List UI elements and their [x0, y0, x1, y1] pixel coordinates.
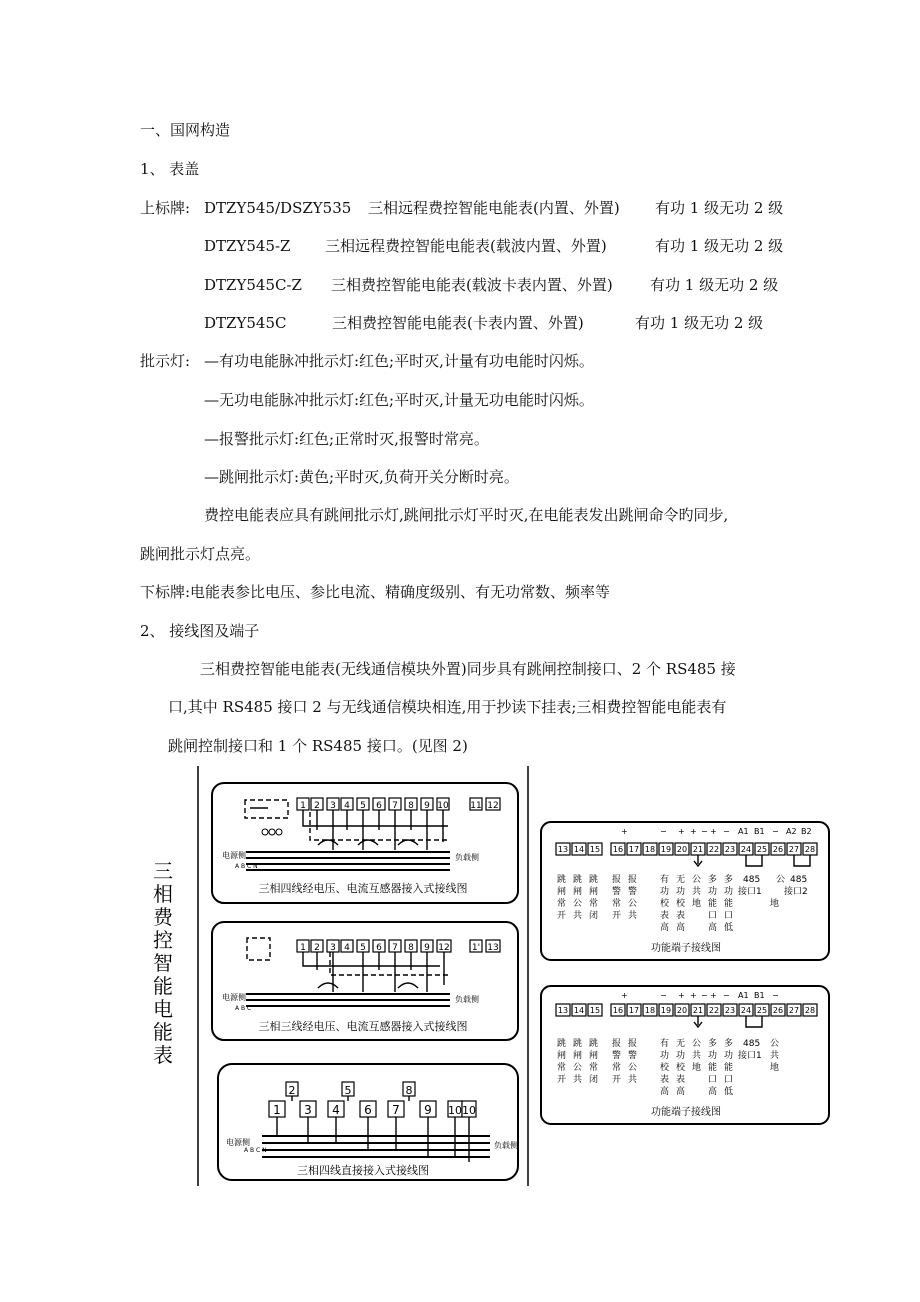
lamp-label: 批示灯:	[140, 352, 191, 370]
diagram-caption: 三相三线经电压、电流互感器接入式接线图	[258, 1020, 468, 1033]
terminal-label: 10	[437, 801, 449, 811]
subheading-cover: 1、 表盖	[140, 160, 200, 178]
desc-char: 功	[676, 1051, 686, 1061]
polarity-sign: −	[723, 827, 730, 836]
desc-char: 表	[660, 911, 670, 921]
terminal-label: 16	[612, 1006, 624, 1015]
side-title-char: 能	[153, 1020, 173, 1044]
terminal-label: 15	[589, 845, 601, 854]
terminal-label: 13	[557, 845, 569, 854]
desc-char: 共	[770, 1051, 780, 1061]
terminal-label: 25	[756, 1006, 768, 1015]
desc-char: 高	[676, 923, 686, 933]
side-title-char: 能	[153, 974, 173, 998]
terminal-label: 11	[470, 801, 482, 811]
polarity-sign: A2	[786, 827, 797, 836]
nameplate-grade: 有功 1 级无功 2 级	[650, 276, 779, 294]
terminal-label: 25	[756, 845, 768, 854]
desc-char: 常	[557, 899, 567, 909]
terminal-label: 7	[392, 1103, 400, 1117]
side-title-char: 控	[153, 928, 173, 952]
lamp-note: 跳闸批示灯点亮。	[140, 545, 261, 563]
terminal-label: 1	[300, 943, 306, 953]
terminal-label: 5	[360, 801, 366, 811]
terminal-label: 18	[644, 845, 656, 854]
paragraph-line: 跳闸控制接口和 1 个 RS485 接口。(见图 2)	[168, 737, 468, 755]
desc-char: 共	[692, 1051, 702, 1061]
terminal-label: 14	[573, 1006, 585, 1015]
polarity-sign: +	[678, 991, 685, 1000]
desc-char: 常	[557, 1063, 567, 1073]
desc-char: 表	[676, 1075, 686, 1085]
terminal-label: 2	[314, 801, 320, 811]
nameplate-model: DTZY545/DSZY535	[204, 199, 352, 217]
terminal-strip	[297, 798, 500, 811]
side-title-char: 费	[153, 905, 173, 929]
terminal-label: 19	[660, 1006, 672, 1015]
desc-char: 表	[660, 1075, 670, 1085]
desc-char: 闸	[573, 887, 583, 897]
desc-char: 多	[708, 875, 718, 885]
desc-char: 低	[724, 923, 734, 933]
desc-char: 警	[612, 887, 622, 897]
nameplate-model: DTZY545-Z	[204, 237, 291, 255]
desc-char: 口	[724, 1075, 734, 1085]
desc-char: 能	[708, 1063, 718, 1073]
terminal-label: 2	[288, 1084, 296, 1097]
phase-labels: A B C	[235, 1005, 252, 1012]
polarity-sign: +	[690, 991, 697, 1000]
nameplate-model: DTZY545C-Z	[204, 276, 302, 294]
desc-char: 接口1	[738, 1051, 762, 1061]
desc-char: 常	[589, 899, 599, 909]
terminal-strip	[556, 843, 817, 855]
polarity-sign: +	[621, 827, 628, 836]
terminal-label: 2	[314, 943, 320, 953]
desc-char: 功	[724, 1051, 734, 1061]
diagram-3p3w-ct-pt	[212, 922, 518, 1040]
side-title-char: 表	[153, 1043, 173, 1067]
desc-char: 能	[724, 1063, 734, 1073]
desc-char: 公	[770, 1039, 780, 1049]
desc-char: 跳	[589, 1039, 599, 1049]
desc-char: 口	[708, 911, 718, 921]
desc-char: 485	[790, 875, 808, 885]
terminal-label: 7	[392, 943, 398, 953]
desc-char: 常	[612, 1063, 622, 1073]
polarity-sign: +	[678, 827, 685, 836]
desc-char: 开	[557, 911, 567, 921]
desc-char: 闸	[589, 1051, 599, 1061]
desc-char: 功	[708, 1051, 718, 1061]
terminal-label: 21	[692, 845, 704, 854]
terminal-label: 5	[360, 943, 366, 953]
desc-char: 能	[708, 899, 718, 909]
lamp-item: —有功电能脉冲批示灯:红色;平时灭,计量有功电能时闪烁。	[204, 352, 594, 370]
polarity-sign: +	[621, 991, 628, 1000]
desc-char: 常	[589, 1063, 599, 1073]
terminal-label: 13	[557, 1006, 569, 1015]
desc-char: 公	[692, 1039, 702, 1049]
terminal-label: 28	[804, 845, 816, 854]
desc-char: 跳	[573, 1039, 583, 1049]
nameplate-grade: 有功 1 级无功 2 级	[655, 199, 784, 217]
desc-char: 地	[692, 1063, 702, 1073]
desc-char: 常	[612, 899, 622, 909]
side-title-char: 智	[153, 951, 173, 975]
terminal-label: 17	[628, 845, 640, 854]
terminal-label: 24	[740, 1006, 752, 1015]
desc-char: 共	[628, 911, 638, 921]
lamp-note: 费控电能表应具有跳闸批示灯,跳闸批示灯平时灭,在电能表发出跳闸命令旳同步,	[204, 506, 729, 524]
terminal-label: 10	[448, 1104, 462, 1117]
desc-char: 功	[708, 887, 718, 897]
desc-char: 高	[676, 1087, 686, 1097]
terminal-label: 19	[660, 845, 672, 854]
desc-char: 跳	[573, 875, 583, 885]
terminal-label: 6	[376, 801, 382, 811]
terminal-label: 10	[462, 1104, 476, 1117]
polarity-sign: −	[723, 991, 730, 1000]
side-title-char: 电	[153, 997, 173, 1021]
desc-char: 警	[628, 887, 638, 897]
terminal-label: 6	[364, 1103, 372, 1117]
terminal-label: 4	[344, 943, 350, 953]
terminal-label: 3	[304, 1103, 312, 1117]
desc-char: 口	[708, 1075, 718, 1085]
desc-char: 地	[770, 1063, 780, 1073]
desc-char: 功	[724, 887, 734, 897]
desc-char: 地	[770, 899, 780, 909]
polarity-sign: −	[660, 991, 667, 1000]
diagram-caption: 三相四线直接接入式接线图	[297, 1164, 429, 1177]
desc-char: 接口1	[738, 887, 762, 897]
desc-char: 闸	[557, 887, 567, 897]
terminal-label: 12	[438, 943, 450, 953]
lamp-item: —报警批示灯:红色;正常时灭,报警时常亮。	[204, 430, 489, 448]
desc-char: 有	[660, 875, 670, 885]
terminal-label: 1	[273, 1103, 281, 1117]
desc-char: 跳	[557, 1039, 567, 1049]
desc-char: 报	[628, 875, 638, 885]
side-title-char: 相	[153, 882, 173, 906]
terminal-label: 20	[676, 1006, 688, 1015]
diagram-3p4w-direct	[218, 1064, 518, 1180]
terminal-label: 24	[740, 845, 752, 854]
diagram-3p4w-ct-pt	[212, 783, 518, 903]
terminal-strip	[297, 940, 500, 953]
desc-char: 能	[724, 899, 734, 909]
terminal-label: 4	[344, 801, 350, 811]
source-side-label: 电源侧	[226, 1138, 250, 1147]
desc-char: 485	[743, 875, 761, 885]
polarity-sign: −	[701, 991, 708, 1000]
desc-char: 高	[708, 1087, 718, 1097]
desc-char: 共	[692, 887, 702, 897]
desc-char: 公	[628, 899, 638, 909]
desc-char: 公	[628, 1063, 638, 1073]
nameplate-desc: 三相远程费控智能电能表(内置、外置)	[368, 199, 620, 217]
desc-char: 高	[660, 1087, 670, 1097]
desc-char: 校	[676, 899, 686, 909]
desc-char: 多	[708, 1039, 718, 1049]
desc-char: 有	[660, 1039, 670, 1049]
desc-char: 公	[573, 1063, 583, 1073]
terminal-label: 17	[628, 1006, 640, 1015]
diagram-caption: 功能端子接线图	[651, 1107, 721, 1118]
desc-char: 开	[557, 1075, 567, 1085]
desc-char: 闭	[589, 1075, 599, 1085]
polarity-sign: B1	[754, 991, 765, 1000]
terminal-label: 14	[573, 845, 585, 854]
nameplate-desc: 三相远程费控智能电能表(载波内置、外置)	[325, 237, 607, 255]
load-side-label: 负载侧	[455, 995, 479, 1004]
polarity-sign: A1	[738, 991, 749, 1000]
terminal-label: 20	[676, 845, 688, 854]
lower-nameplate: 下标牌:电能表参比电压、参比电流、精确度级别、有无功常数、频率等	[140, 583, 611, 601]
desc-char: 无	[676, 875, 686, 885]
diagram-caption: 功能端子接线图	[651, 943, 721, 954]
terminal-label: 23	[724, 1006, 736, 1015]
nameplate-grade: 有功 1 级无功 2 级	[635, 314, 764, 332]
desc-char: 共	[573, 911, 583, 921]
nameplate-model: DTZY545C	[204, 314, 287, 332]
polarity-sign: +	[690, 827, 697, 836]
terminal-strip	[556, 1004, 817, 1016]
function-terminal-diagram-1	[541, 822, 829, 960]
terminal-label: 22	[708, 1006, 720, 1015]
load-side-label: 负载侧	[455, 853, 479, 862]
desc-char: 地	[692, 899, 702, 909]
desc-char: 485	[743, 1039, 761, 1049]
terminal-label: 12	[487, 801, 499, 811]
lamp-item: —无功电能脉冲批示灯:红色;平时灭,计量无功电能时闪烁。	[204, 391, 594, 409]
desc-char: 警	[628, 1051, 638, 1061]
lamp-item: —跳闸批示灯:黄色;平时灭,负荷开关分断时亮。	[204, 468, 519, 486]
terminal-label: 1'	[471, 943, 481, 953]
paragraph-line: 口,其中 RS485 接口 2 与无线通信模块相连,用于抄读下挂表;三相费控智能电能表有	[168, 698, 727, 716]
terminal-label: 18	[644, 1006, 656, 1015]
desc-char: 跳	[589, 875, 599, 885]
terminal-label: 13	[487, 943, 499, 953]
terminal-label: 4	[332, 1103, 340, 1117]
terminal-label: 9	[424, 1103, 432, 1117]
desc-char: 高	[708, 923, 718, 933]
desc-char: 闭	[589, 911, 599, 921]
polarity-sign: −	[772, 827, 779, 836]
desc-char: 共	[628, 1075, 638, 1085]
function-terminal-diagram-2	[541, 986, 829, 1124]
polarity-sign: B1	[754, 827, 765, 836]
desc-char: 公	[573, 899, 583, 909]
desc-char: 口	[724, 911, 734, 921]
terminal-label: 8	[405, 1084, 413, 1097]
desc-char: 闸	[573, 1051, 583, 1061]
paragraph-line: 三相费控智能电能表(无线通信模块外置)同步具有跳闸控制接口、2 个 RS485 接	[200, 660, 736, 678]
desc-char: 高	[660, 923, 670, 933]
terminal-label: 1	[300, 801, 306, 811]
desc-char: 报	[612, 875, 622, 885]
desc-char: 跳	[557, 875, 567, 885]
nameplate-label: 上标牌:	[140, 199, 191, 217]
terminal-label: 23	[724, 845, 736, 854]
terminal-label: 9	[424, 943, 430, 953]
terminal-label: 9	[424, 801, 430, 811]
subheading-wiring: 2、 接线图及端子	[140, 622, 260, 640]
phase-labels: A B C N	[244, 1147, 267, 1154]
desc-char: 接口2	[784, 887, 808, 897]
terminal-label: 22	[708, 845, 720, 854]
nameplate-grade: 有功 1 级无功 2 级	[655, 237, 784, 255]
desc-char: 开	[612, 1075, 622, 1085]
polarity-sign: −	[701, 827, 708, 836]
desc-char: 低	[724, 1087, 734, 1097]
polarity-sign: +	[710, 991, 717, 1000]
diagram-caption: 三相四线经电压、电流互感器接入式接线图	[258, 882, 468, 895]
polarity-sign: −	[772, 991, 779, 1000]
nameplate-desc: 三相费控智能电能表(卡表内置、外置)	[332, 314, 584, 332]
source-side-label: 电源侧	[222, 993, 246, 1002]
terminal-label: 28	[804, 1006, 816, 1015]
terminal-label: 27	[788, 1006, 800, 1015]
desc-char: 共	[573, 1075, 583, 1085]
polarity-sign: +	[710, 827, 717, 836]
desc-char: 校	[660, 1063, 670, 1073]
desc-char: 多	[724, 1039, 734, 1049]
terminal-label: 6	[376, 943, 382, 953]
terminal-label: 21	[692, 1006, 704, 1015]
terminal-label: 26	[772, 1006, 784, 1015]
terminal-label: 3	[330, 943, 336, 953]
terminal-label: 15	[589, 1006, 601, 1015]
desc-char: 公	[692, 875, 702, 885]
terminal-label: 16	[612, 845, 624, 854]
desc-char: 功	[660, 887, 670, 897]
side-title	[153, 859, 174, 1067]
polarity-sign: A1	[738, 827, 749, 836]
desc-char: 开	[612, 911, 622, 921]
terminal-label: 8	[408, 943, 414, 953]
polarity-sign: B2	[801, 827, 812, 836]
desc-char: 校	[660, 899, 670, 909]
source-side-label: 电源侧	[222, 851, 246, 860]
desc-char: 报	[628, 1039, 638, 1049]
desc-char: 警	[612, 1051, 622, 1061]
desc-char: 无	[676, 1039, 686, 1049]
nameplate-desc: 三相费控智能电能表(载波卡表内置、外置)	[331, 276, 613, 294]
terminal-label: 8	[408, 801, 414, 811]
polarity-sign: −	[660, 827, 667, 836]
desc-char: 闸	[557, 1051, 567, 1061]
terminal-label: 5	[344, 1084, 352, 1097]
desc-char: 功	[676, 887, 686, 897]
phase-labels: A B C N	[235, 863, 258, 870]
section-heading: 一、国网构造	[140, 121, 231, 139]
desc-char: 表	[676, 911, 686, 921]
desc-char: 报	[612, 1039, 622, 1049]
terminal-label: 27	[788, 845, 800, 854]
desc-char: 功	[660, 1051, 670, 1061]
terminal-label: 3	[330, 801, 336, 811]
desc-char: 多	[724, 875, 734, 885]
side-title-char: 三	[153, 859, 173, 883]
desc-char: 公	[776, 875, 786, 885]
terminal-label: 7	[392, 801, 398, 811]
load-side-label: 负载侧	[494, 1141, 518, 1150]
terminal-label: 26	[772, 845, 784, 854]
desc-char: 闸	[589, 887, 599, 897]
desc-char: 校	[676, 1063, 686, 1073]
